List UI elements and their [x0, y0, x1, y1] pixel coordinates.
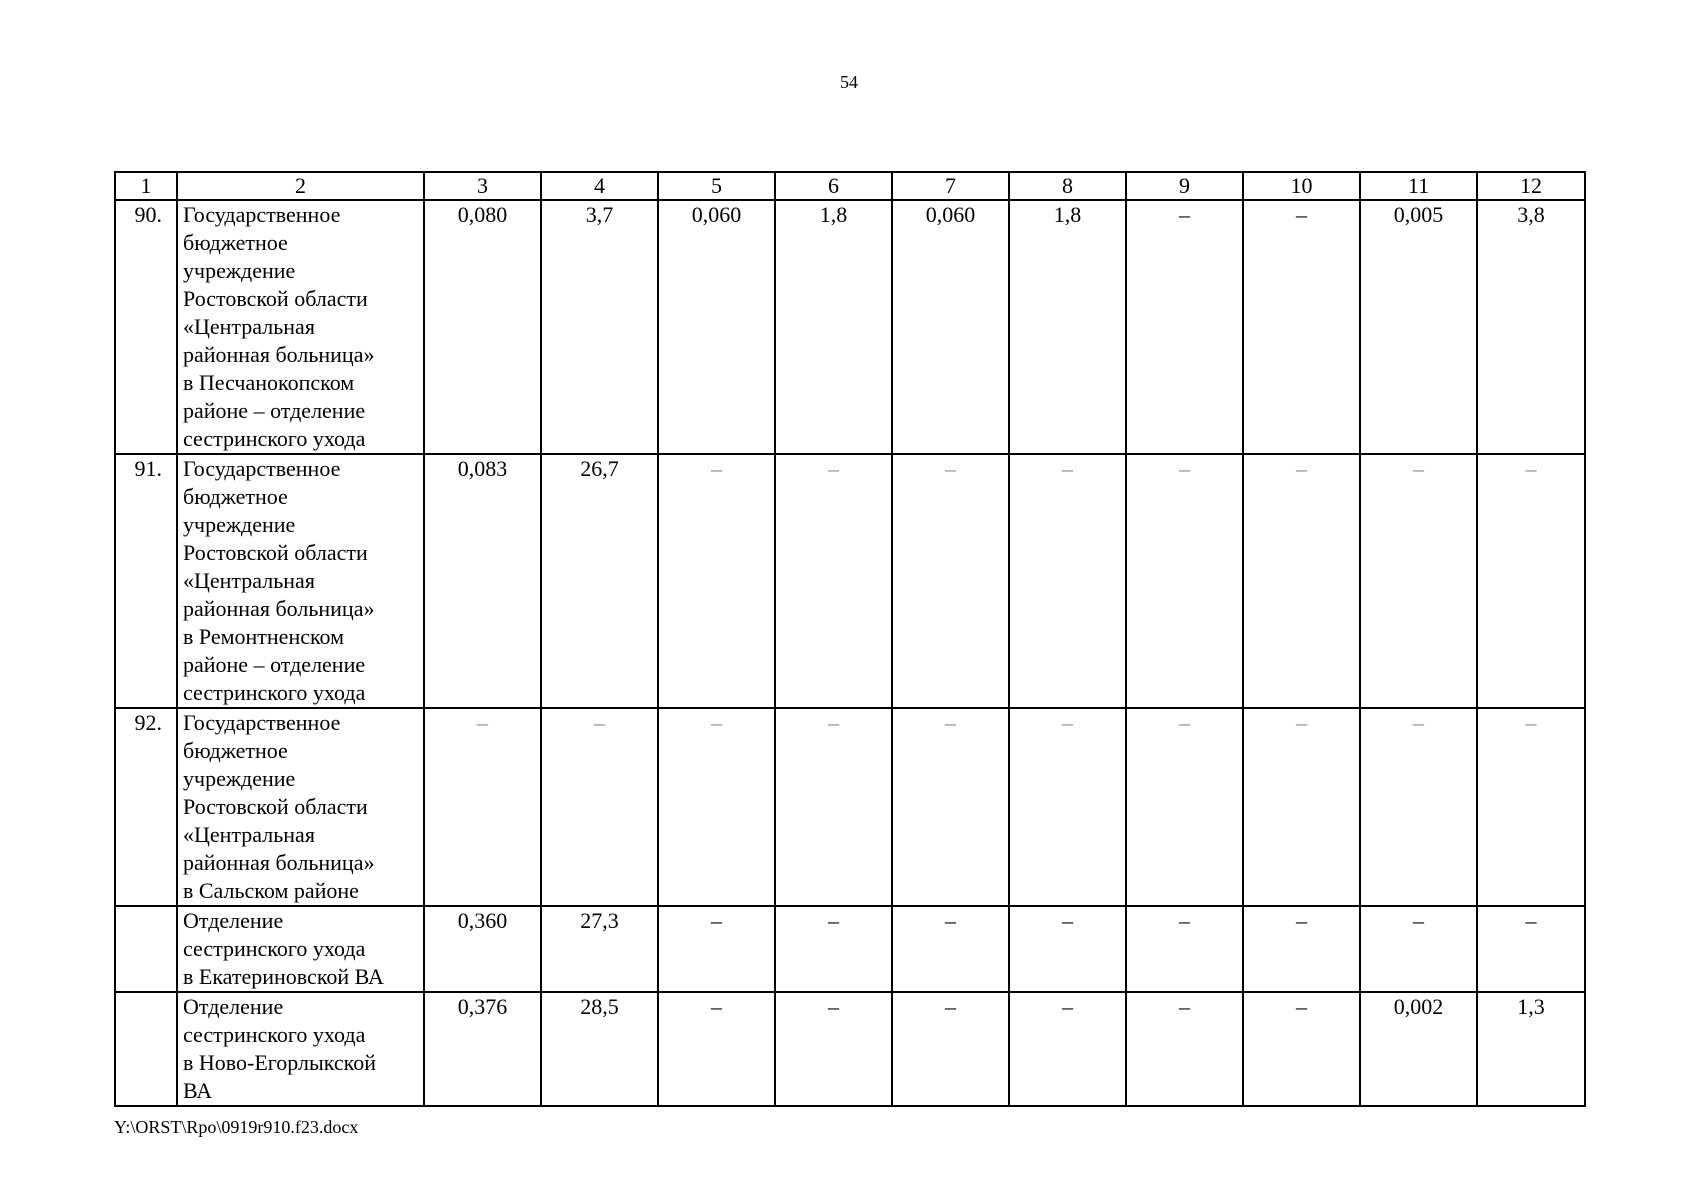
institution-name-line: Государственное [183, 456, 341, 481]
value-cell-col-5: 0,060 [658, 200, 775, 454]
value-cell-col-6: 1,8 [775, 200, 892, 454]
institution-name-line: «Центральная [183, 314, 315, 339]
value-cell-col-8: 1,8 [1009, 200, 1126, 454]
institution-name-line: в Екатериновской ВА [183, 964, 384, 989]
value-cell-col-12: 3,8 [1477, 200, 1585, 454]
institution-name-cell [177, 708, 424, 906]
value-cell-col-8: – [1009, 708, 1126, 906]
institution-name-line: районная больница» [183, 342, 375, 367]
institution-name-line: в Песчанокопском [183, 370, 355, 395]
institution-name-line: Отделение [183, 908, 284, 933]
institution-name-line: районе – отделение [183, 398, 366, 423]
value-cell-col-7: 0,060 [892, 200, 1009, 454]
value-cell-col-5: – [658, 992, 775, 1106]
column-header: 2 [177, 172, 424, 200]
column-header: 5 [658, 172, 775, 200]
header-row [115, 172, 1585, 200]
value-cell-col-5: – [658, 708, 775, 906]
value-cell-col-4: 26,7 [541, 454, 658, 708]
value-cell-col-10: – [1243, 708, 1360, 906]
value-cell-col-8: – [1009, 454, 1126, 708]
column-header: 1 [115, 172, 177, 200]
institution-name-line: сестринского ухода [183, 426, 366, 451]
value-cell-col-6: – [775, 454, 892, 708]
value-cell-col-3: 0,376 [424, 992, 541, 1106]
institution-name-line: сестринского ухода [183, 680, 366, 705]
institution-name-line: ВА [183, 1078, 213, 1103]
institution-name-line: районная больница» [183, 850, 375, 875]
column-header: 10 [1243, 172, 1360, 200]
institution-name-line: сестринского ухода [183, 1022, 366, 1047]
value-cell-col-7: – [892, 992, 1009, 1106]
value-cell-col-4: 3,7 [541, 200, 658, 454]
institution-name-line: Отделение [183, 994, 284, 1019]
value-cell-col-5: – [658, 906, 775, 992]
value-cell-col-9: – [1126, 454, 1243, 708]
file-path-footer: Y:\ORST\Rpo\0919r910.f23.docx [114, 1117, 359, 1137]
value-cell-col-3: 0,080 [424, 200, 541, 454]
value-cell-col-5: – [658, 454, 775, 708]
column-header: 7 [892, 172, 1009, 200]
value-cell-col-12: – [1477, 906, 1585, 992]
value-cell-col-10: – [1243, 992, 1360, 1106]
institution-name-cell [177, 200, 424, 454]
institution-name-line: Государственное [183, 202, 341, 227]
value-cell-col-11: – [1360, 906, 1477, 992]
value-cell-col-11: – [1360, 454, 1477, 708]
value-cell-col-11: – [1360, 708, 1477, 906]
institution-name-line: в Сальском районе [183, 878, 359, 903]
institution-name-line: учреждение [183, 766, 296, 791]
institution-name-line: учреждение [183, 512, 296, 537]
value-cell-col-4: 27,3 [541, 906, 658, 992]
institution-name-line: районная больница» [183, 596, 375, 621]
institution-name-line: в Ремонтненском [183, 624, 345, 649]
value-cell-col-7: – [892, 708, 1009, 906]
institution-name-line: районе – отделение [183, 652, 366, 677]
institution-name-line: сестринского ухода [183, 936, 366, 961]
value-cell-col-6: – [775, 708, 892, 906]
value-cell-col-9: – [1126, 906, 1243, 992]
table-body [115, 200, 1585, 1106]
institution-name-line: Ростовской области [183, 794, 368, 819]
table-row [115, 992, 1585, 1106]
column-header: 6 [775, 172, 892, 200]
value-cell-col-3: 0,083 [424, 454, 541, 708]
row-number-cell [115, 992, 177, 1106]
column-header: 12 [1477, 172, 1585, 200]
value-cell-col-6: – [775, 992, 892, 1106]
value-cell-col-11: 0,002 [1360, 992, 1477, 1106]
institution-name-line: учреждение [183, 258, 296, 283]
value-cell-col-9: – [1126, 708, 1243, 906]
value-cell-col-8: – [1009, 992, 1126, 1106]
institution-name-line: в Ново-Егорлыкской [183, 1050, 376, 1075]
column-header: 4 [541, 172, 658, 200]
table-row [115, 200, 1585, 454]
institution-name-line: бюджетное [183, 484, 288, 509]
institution-name-line: «Центральная [183, 568, 315, 593]
institution-name-cell [177, 454, 424, 708]
column-header: 11 [1360, 172, 1477, 200]
value-cell-col-3: 0,360 [424, 906, 541, 992]
value-cell-col-10: – [1243, 454, 1360, 708]
column-header: 8 [1009, 172, 1126, 200]
column-header: 3 [424, 172, 541, 200]
table-row [115, 708, 1585, 906]
value-cell-col-11: 0,005 [1360, 200, 1477, 454]
value-cell-col-6: – [775, 906, 892, 992]
value-cell-col-8: – [1009, 906, 1126, 992]
page-number: 54 [840, 72, 858, 92]
data-table [114, 171, 1586, 1107]
row-number-cell: 91. [115, 454, 177, 708]
value-cell-col-3: – [424, 708, 541, 906]
institution-name-cell [177, 906, 424, 992]
value-cell-col-9: – [1126, 992, 1243, 1106]
institution-name-line: бюджетное [183, 738, 288, 763]
institution-name-line: «Центральная [183, 822, 315, 847]
value-cell-col-10: – [1243, 200, 1360, 454]
value-cell-col-10: – [1243, 906, 1360, 992]
value-cell-col-12: – [1477, 708, 1585, 906]
value-cell-col-12: 1,3 [1477, 992, 1585, 1106]
institution-name-line: Ростовской области [183, 540, 368, 565]
institution-name-cell [177, 992, 424, 1106]
value-cell-col-7: – [892, 454, 1009, 708]
row-number-cell: 90. [115, 200, 177, 454]
column-header: 9 [1126, 172, 1243, 200]
institution-name-line: Ростовской области [183, 286, 368, 311]
value-cell-col-12: – [1477, 454, 1585, 708]
value-cell-col-9: – [1126, 200, 1243, 454]
table-row [115, 906, 1585, 992]
value-cell-col-7: – [892, 906, 1009, 992]
institution-name-line: бюджетное [183, 230, 288, 255]
value-cell-col-4: – [541, 708, 658, 906]
value-cell-col-4: 28,5 [541, 992, 658, 1106]
row-number-cell: 92. [115, 708, 177, 906]
row-number-cell [115, 906, 177, 992]
table-row [115, 454, 1585, 708]
institution-name-line: Государственное [183, 710, 341, 735]
